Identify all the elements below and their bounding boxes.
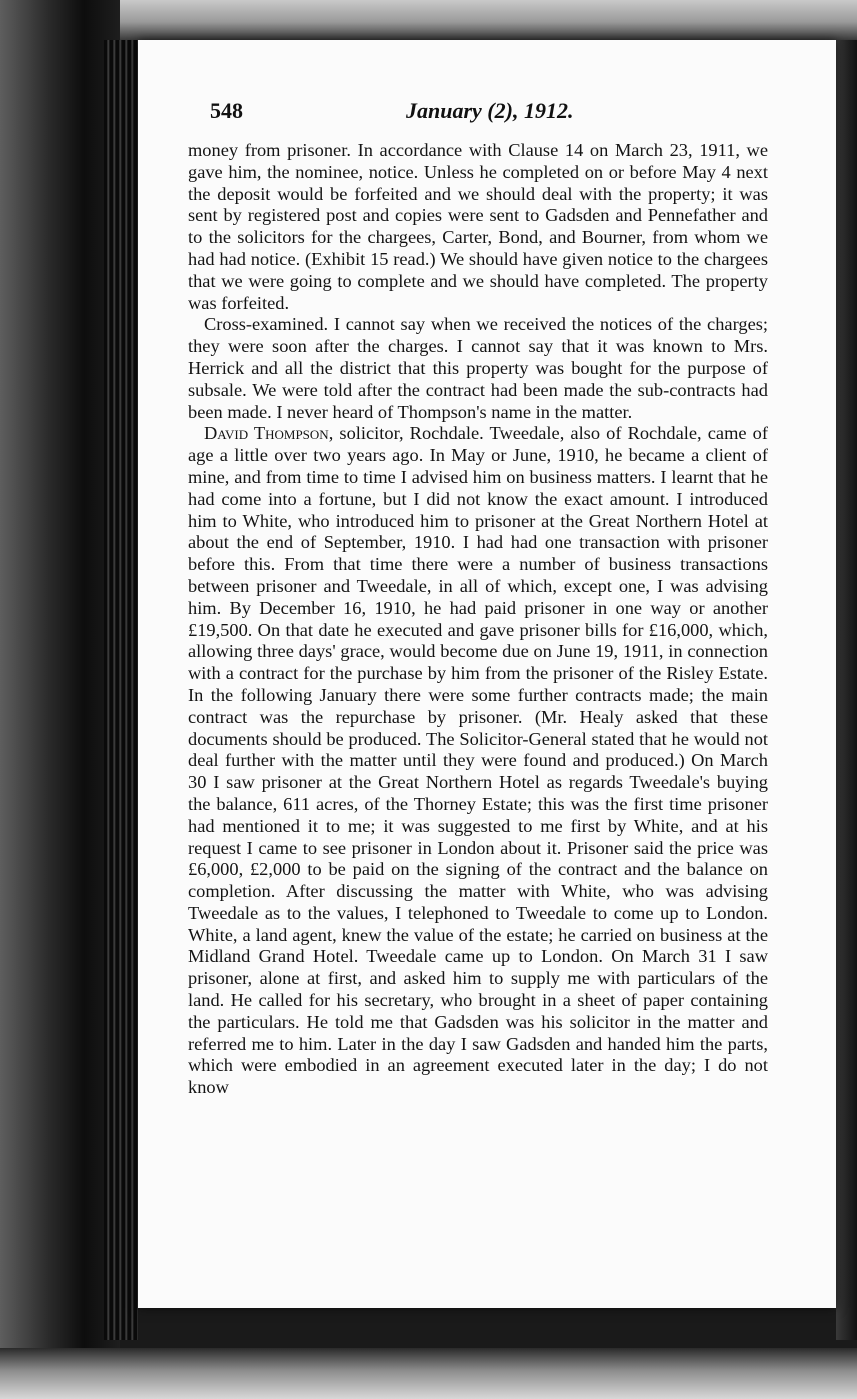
page-stack-edges (104, 40, 138, 1340)
book-binding (0, 0, 120, 1399)
body-text (188, 140, 768, 1099)
book-right-edge (836, 40, 857, 1340)
page-number: 548 (210, 98, 243, 123)
page-header (210, 98, 770, 130)
book-page (138, 40, 836, 1308)
testimony-text: , solicitor, Rochdale. Tweedale, also of Rochdale, came of age a little over two years ago. In May or June, 1910, he became a client of mine, and from time to time I advised him on business matters. I learnt that he had come into a fortune, but I did not know the exact amount. I introduced him to White, who introduced him to prisoner at the Great Northern Hotel at about the end of September, 1910. I had had one transaction with prisoner before this. From that time there were a number of business transactions between prisoner and Tweedale, in all of which, except one, I was advising him. By December 16, 1910, he had paid prisoner in one way or another £19,500. On that date he executed and gave prisoner bills for £16,000, which, allowing three days' grace, would become due on June 19, 1911, in connection with a contract for the purchase by him from the prisoner of the Risley Estate. In the following January there were some further contracts made; the main contract was the repurchase by prisoner. (Mr. Healy asked that these documents should be produced. The Solicitor-General stated that he would not deal further with the matter until they were found and produced.) On March 30 I saw prisoner at the Great Northern Hotel as regards Tweedale's buying the balance, 611 acres, of the Thorney Estate; this was the first time prisoner had mentioned it to me; it was suggested to me first by White, and at his request I came to see prisoner in London about it. Prisoner said the price was £6,000, £2,000 to be paid on the signing of the contract and the balance on completion. After discussing the matter with White, who was advising Tweedale as to the values, I telephoned to Tweedale to come up to London. White, a land agent, knew the value of the estate; he carried on business at the Midland Grand Hotel. Tweedale came up to London. On March 31 I saw prisoner, alone at first, and asked him to supply me with particulars of the land. He called for his secretary, who brought in a sheet of paper containing the particulars. He told me that Gadsden was his solicitor in the matter and referred me to him. Later in the day I saw Gadsden and handed him the parts, which were embodied in an agreement executed later in the day; I do not know (188, 423, 768, 1098)
paragraph-thompson-testimony (188, 423, 768, 1099)
scan-background-bottom (0, 1348, 857, 1399)
paragraph-continuation: money from prisoner. In accordance with Clause 14 on March 23, 1911, we gave him, the nominee, notice. Unless he completed on or before May 4 next the deposit would be forfeited and we should deal with the property; it was sent by registered post and copies were sent to Gadsden and Pennefather and to the solicitors for the chargees, Carter, Bond, and Bourner, from whom we had had notice. (Exhibit 15 read.) We should have given notice to the chargees that we were going to complete and we should have completed. The property was forfeited. (188, 140, 768, 313)
paragraph-cross-examination: Cross-examined. I cannot say when we received the notices of the charges; they were soon after the charges. I cannot say that it was known to Mrs. Herrick and all the district that this property was bought for the purpose of subsale. We were told after the contract had been made the sub-contracts had been made. I never heard of Thompson's name in the matter. (188, 314, 768, 422)
scan-background-top (0, 0, 857, 40)
running-head: January (2), 1912. (406, 98, 574, 123)
witness-name: David Thompson (204, 423, 329, 444)
